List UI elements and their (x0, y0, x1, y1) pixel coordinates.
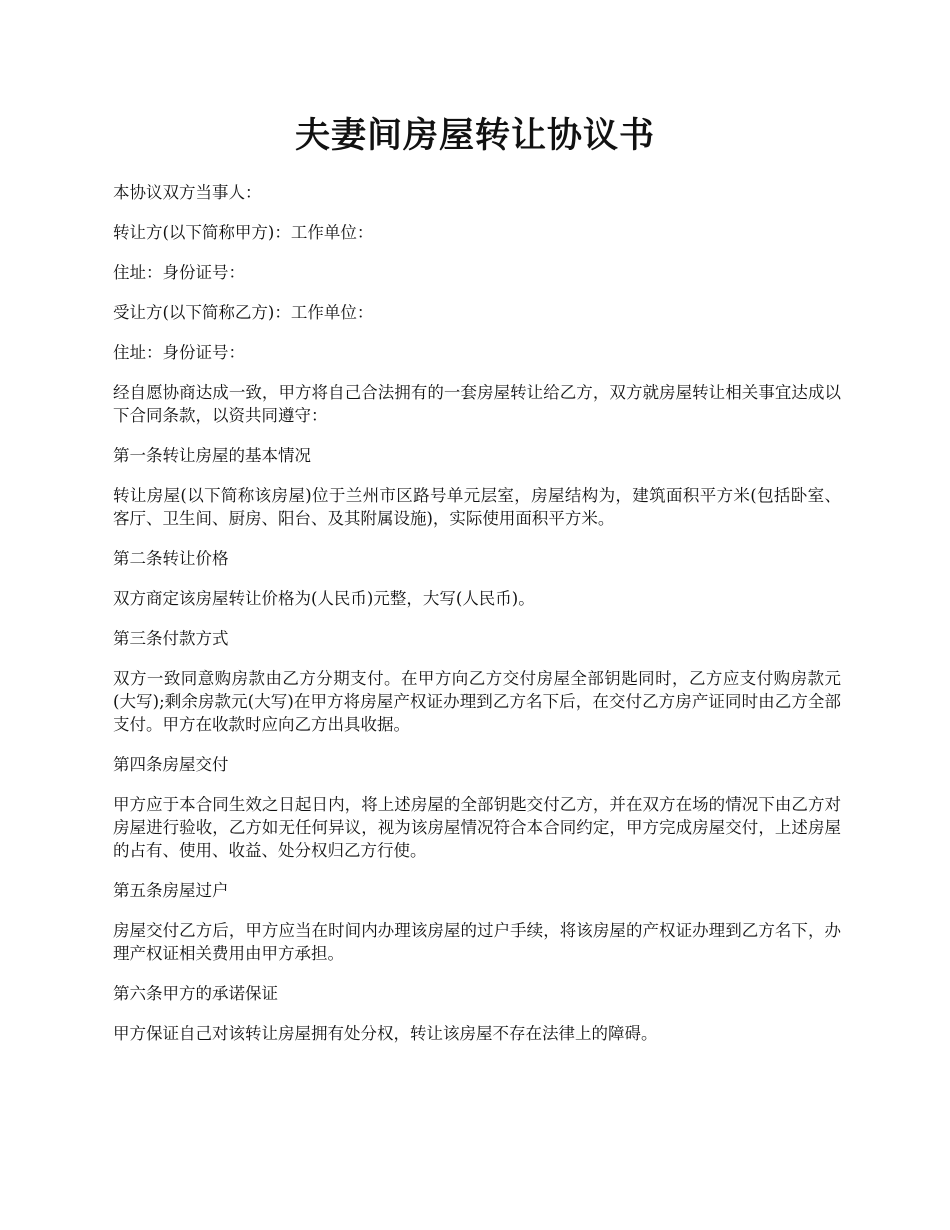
party-a-line: 转让方(以下简称甲方)：工作单位： (113, 223, 374, 242)
article-5-body: 房屋交付乙方后，甲方应当在时间内办理该房屋的过户手续，将该房屋的产权证办理到乙方名下，办理产权证相关费用由甲方承担。 (113, 921, 841, 963)
document-title: 夫妻间房屋转让协议书 (294, 115, 655, 156)
document-body (113, 181, 841, 1062)
article-5-heading: 第五条房屋过户 (113, 881, 229, 900)
preamble: 经自愿协商达成一致，甲方将自己合法拥有的一套房屋转让给乙方，双方就房屋转让相关事宜达成以下合同条款，以资共同遵守： (113, 383, 841, 425)
article-1-heading: 第一条转让房屋的基本情况 (113, 446, 311, 465)
article-3-heading: 第三条付款方式 (113, 629, 229, 648)
party-a-address: 住址：身份证号： (113, 263, 245, 282)
article-1-body: 转让房屋(以下简称该房屋)位于兰州市区路号单元层室，房屋结构为，建筑面积平方米(包括卧室、客厅、卫生间、厨房、阳台、及其附属设施)，实际使用面积平方米。 (113, 486, 841, 528)
party-b-line: 受让方(以下简称乙方)：工作单位： (113, 303, 374, 322)
party-b-address: 住址：身份证号： (113, 343, 245, 362)
article-6-body: 甲方保证自己对该转让房屋拥有处分权，转让该房屋不存在法律上的障碍。 (113, 1024, 658, 1043)
article-2-body: 双方商定该房屋转让价格为(人民币)元整，大写(人民币)。 (113, 589, 535, 608)
article-4-heading: 第四条房屋交付 (113, 755, 229, 774)
article-4-body: 甲方应于本合同生效之日起日内，将上述房屋的全部钥匙交付乙方，并在双方在场的情况下由乙方对房屋进行验收，乙方如无任何异议，视为该房屋情况符合本合同约定，甲方完成房屋交付，上述房屋的占有、使用、收益、处分权归乙方行使。 (113, 795, 841, 860)
article-6-heading: 第六条甲方的承诺保证 (113, 984, 278, 1003)
party-intro: 本协议双方当事人： (113, 183, 262, 202)
article-2-heading: 第二条转让价格 (113, 549, 229, 568)
article-3-body: 双方一致同意购房款由乙方分期支付。在甲方向乙方交付房屋全部钥匙同时，乙方应支付购房款元(大写);剩余房款元(大写)在甲方将房屋产权证办理到乙方名下后，在交付乙方房产证同时由乙方全部支付。甲方在收款时应向乙方出具收据。 (113, 669, 841, 734)
